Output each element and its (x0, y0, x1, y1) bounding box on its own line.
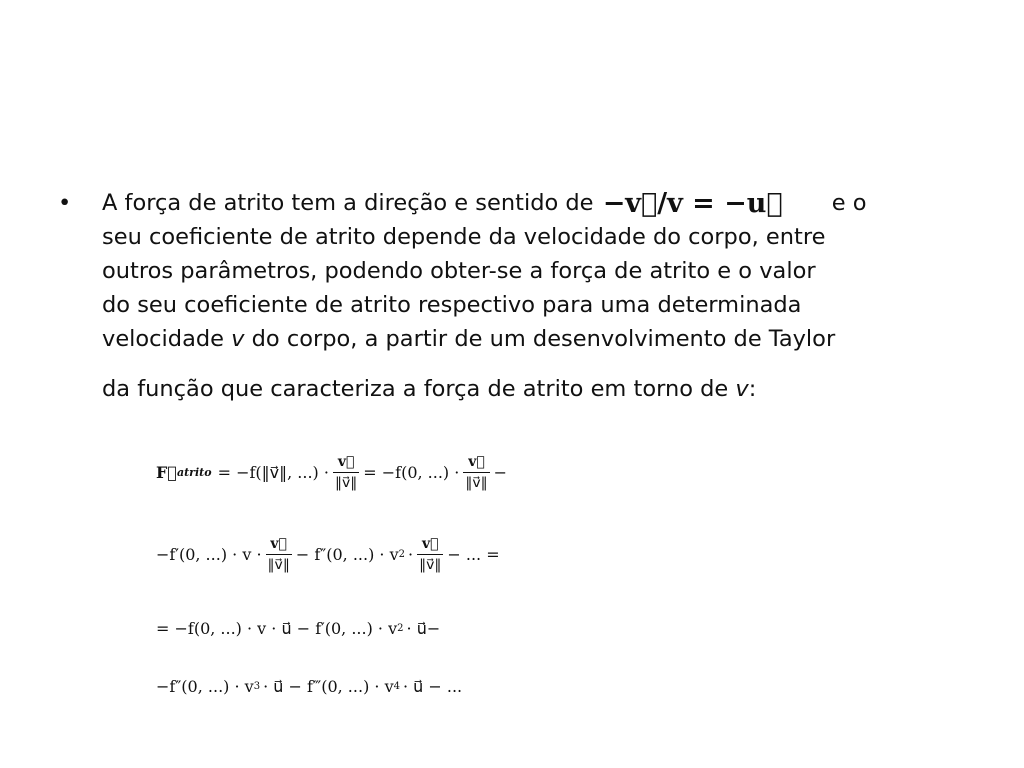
text-line-2: seu coeficiente de atrito depende da velocidade do corpo, entre (102, 224, 826, 250)
fraction-numerator: v⃗ (468, 453, 485, 470)
text-line-3: outros parâmetros, podendo obter-se a força de atrito e o valor (102, 258, 816, 284)
fraction-numerator: v⃗ (270, 535, 287, 552)
text-line-1-end: e o (831, 190, 867, 216)
eq2-dot: · (407, 544, 414, 564)
exponent: 3 (253, 680, 261, 692)
exponent: 2 (398, 548, 405, 560)
eq1-part2: = −f(0, ...) · (363, 462, 460, 482)
text-line-5-end: do corpo, a partir de um desenvolvimento de Taylor (251, 326, 836, 352)
fraction-denominator: ‖v⃗‖ (267, 556, 290, 573)
text-line-5-start: velocidade (102, 326, 224, 352)
exponent: 2 (397, 622, 404, 634)
equation-line-2 (156, 534, 500, 574)
velocity-variable-2: v (735, 376, 749, 402)
force-vector: F⃗ (156, 462, 177, 482)
fraction (417, 536, 443, 573)
eq4-part2: · u⃗ − f‴(0, ...) · v (263, 676, 394, 696)
text-line-1 (102, 186, 958, 220)
inline-formula: −v⃗/v = −u⃗ (602, 188, 783, 219)
bullet-marker: • (58, 190, 72, 216)
eq1-part1: = −f(‖v⃗‖, ...) · (217, 462, 329, 482)
eq4-part1: −f″(0, ...) · v (156, 676, 254, 696)
fraction-numerator: v⃗ (421, 535, 439, 552)
equation-line-1 (156, 452, 507, 492)
exponent: 4 (393, 680, 400, 692)
text-line-5 (102, 322, 958, 356)
eq2-part1: −f′(0, ...) · v · (156, 544, 262, 564)
text-line-6-start: da função que caracteriza a força de atrito em torno de (102, 376, 729, 402)
eq3-part2: · u⃗− (406, 618, 441, 638)
equation-line-3 (156, 608, 440, 648)
fraction (463, 454, 489, 491)
eq1-tail: − (493, 462, 508, 482)
text-line-4: do seu coeficiente de atrito respectivo para uma determinada (102, 292, 802, 318)
fraction-denominator: ‖v⃗‖ (419, 556, 442, 573)
colon: : (748, 376, 757, 402)
eq4-part3: · u⃗ − ... (402, 676, 463, 696)
eq2-part2: − f″(0, ...) · v (295, 544, 399, 564)
fraction (266, 536, 292, 573)
fraction (333, 454, 359, 491)
fraction-denominator: ‖v⃗‖ (334, 474, 358, 491)
text-line-1-start: A força de atrito tem a direção e sentido de (102, 190, 594, 216)
eq2-tail: − ... = (447, 544, 500, 564)
fraction-numerator: v⃗ (337, 453, 355, 470)
velocity-variable: v (231, 326, 245, 352)
text-line-6 (102, 372, 958, 406)
equation-line-4 (156, 666, 462, 706)
fraction-denominator: ‖v⃗‖ (465, 474, 488, 491)
bullet-text (102, 186, 958, 406)
force-subscript: atrito (176, 465, 212, 479)
eq3-part1: = −f(0, ...) · v · u⃗ − f′(0, ...) · v (156, 618, 398, 638)
